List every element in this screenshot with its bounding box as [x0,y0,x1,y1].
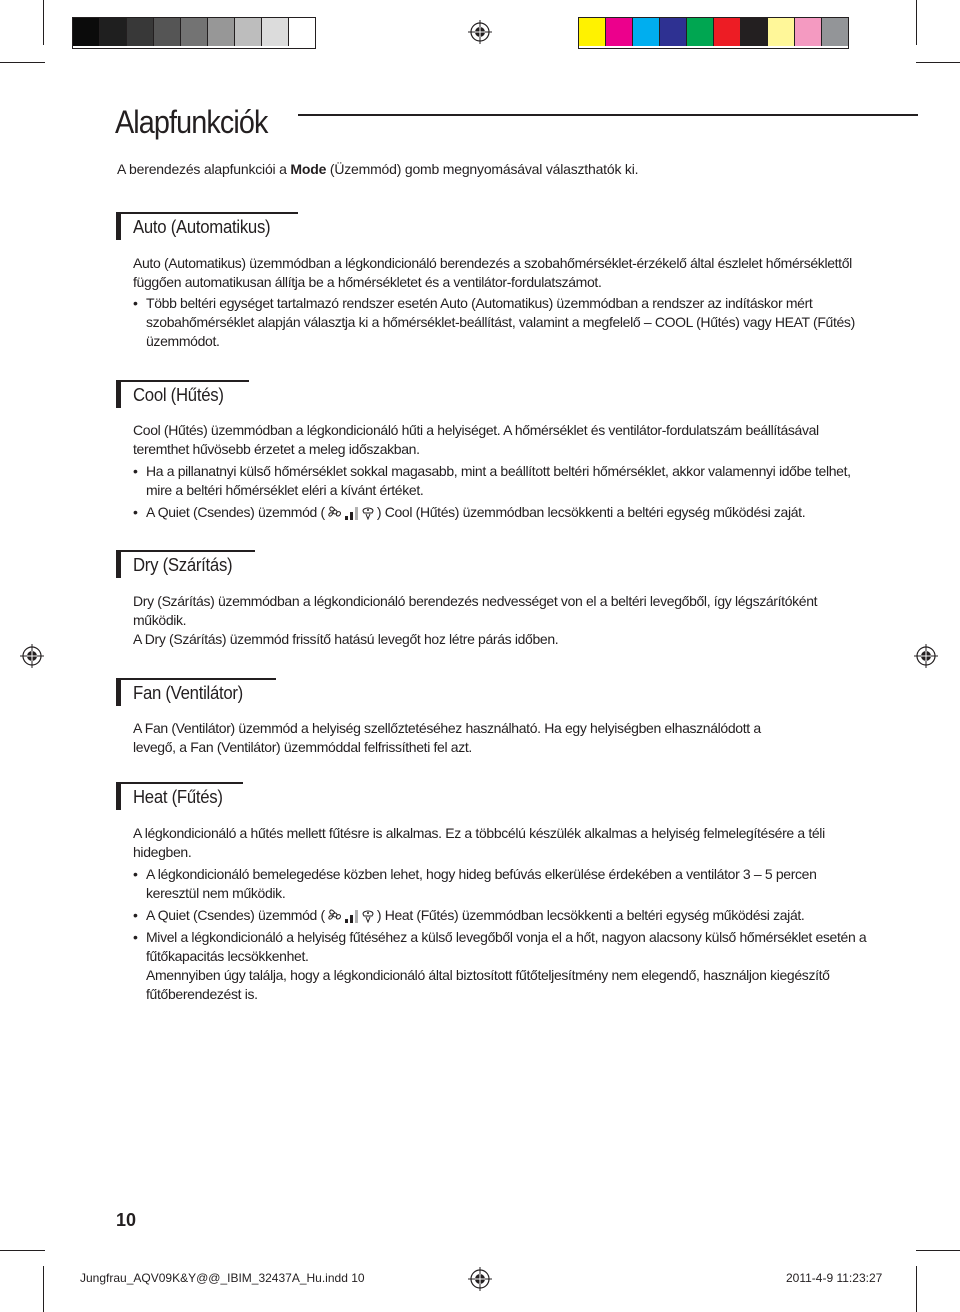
section-rule [116,550,255,552]
auto-paragraph: Auto (Automatikus) üzemmódban a légkondicionáló berendezés a szobahőmérséklet-érzékelő által észlelet hőmérséklettől függően automatikusan állítja be a hőmérsékletet és a ventilátor-fordulatszámot. [133,255,852,290]
color-swatch [208,18,235,46]
section-bar [116,782,121,810]
color-swatch [181,18,208,46]
person-sleep-icon [360,504,376,520]
section-bar [116,678,121,706]
color-swatch [633,18,660,46]
section-bar [116,380,121,408]
section-title-fan: Fan (Ventilátor) [133,683,243,703]
person-sleep-icon [360,907,376,923]
registration-mark-icon [20,644,44,668]
color-swatch [73,18,100,46]
signal-bars-icon [345,907,359,923]
color-swatch [687,18,714,46]
registration-mark-icon [468,20,492,44]
color-swatch [154,18,181,46]
color-swatch [262,18,289,46]
section-title-heat: Heat (Fűtés) [133,787,223,807]
footer-file-info: Jungfrau_AQV09K&Y@@_IBIM_32437A_Hu.indd 10 [80,1271,365,1285]
signal-bars-icon [345,504,359,520]
heat-paragraph: A légkondicionáló a hűtés mellett fűtésre is alkalmas. Ez a többcélú készülék alkalmas a helyiség felmelegítésére a téli hidegben. [133,825,825,860]
grayscale-color-bar [72,17,316,49]
color-swatch [714,18,741,46]
color-swatch [127,18,154,46]
section-rule [116,782,243,784]
registration-mark-icon [914,644,938,668]
section-bar [116,550,121,578]
fan-icon [326,504,344,520]
color-swatch [741,18,768,46]
section-bar [116,212,121,240]
mode-button-name: Mode [290,161,327,177]
color-swatch [822,18,848,46]
color-swatch [768,18,795,46]
color-swatch [660,18,687,46]
fan-paragraph: A Fan (Ventilátor) üzemmód a helyiség szellőztetéséhez használható. Ha egy helyiségben elhasználódott a levegő, a Fan (Ventilátor) üzemmóddal felfrissítheti fel azt. [133,720,761,755]
section-rule [116,678,276,680]
color-swatch [606,18,633,46]
process-color-bar [578,17,849,49]
section-title-dry: Dry (Szárítás) [133,555,233,575]
color-swatch [289,18,315,46]
color-swatch [235,18,262,46]
intro-text: A berendezés alapfunkciói a Mode (Üzemmód) gomb megnyomásával választhatók ki. [117,161,639,177]
title-rule [298,114,918,116]
footer-timestamp: 2011-4-9 11:23:27 [786,1271,883,1285]
color-swatch [100,18,127,46]
section-rule [116,380,249,382]
cool-paragraph: Cool (Hűtés) üzemmódban a légkondicionáló hűti a helyiséget. A hőmérséklet és ventilátor-fordulatszám beállításával teremthet hűvösebb érzetet a meleg időszakban. [133,422,819,457]
section-title-auto: Auto (Automatikus) [133,217,271,237]
dry-paragraph: Dry (Szárítás) üzemmódban a légkondicionáló berendezés nedvességet von el a beltéri levegőből, így légszárítóként működik. A Dry (Szárítás) üzemmód frissítő hatású levegőt hoz létre párás időben. [133,593,818,647]
page-title: Alapfunkciók [115,104,268,140]
color-swatch [795,18,822,46]
section-title-cool: Cool (Hűtés) [133,385,224,405]
page-number: 10 [116,1210,137,1230]
registration-mark-icon [468,1267,492,1291]
section-rule [116,212,298,214]
fan-icon [326,907,344,923]
color-swatch [579,18,606,46]
